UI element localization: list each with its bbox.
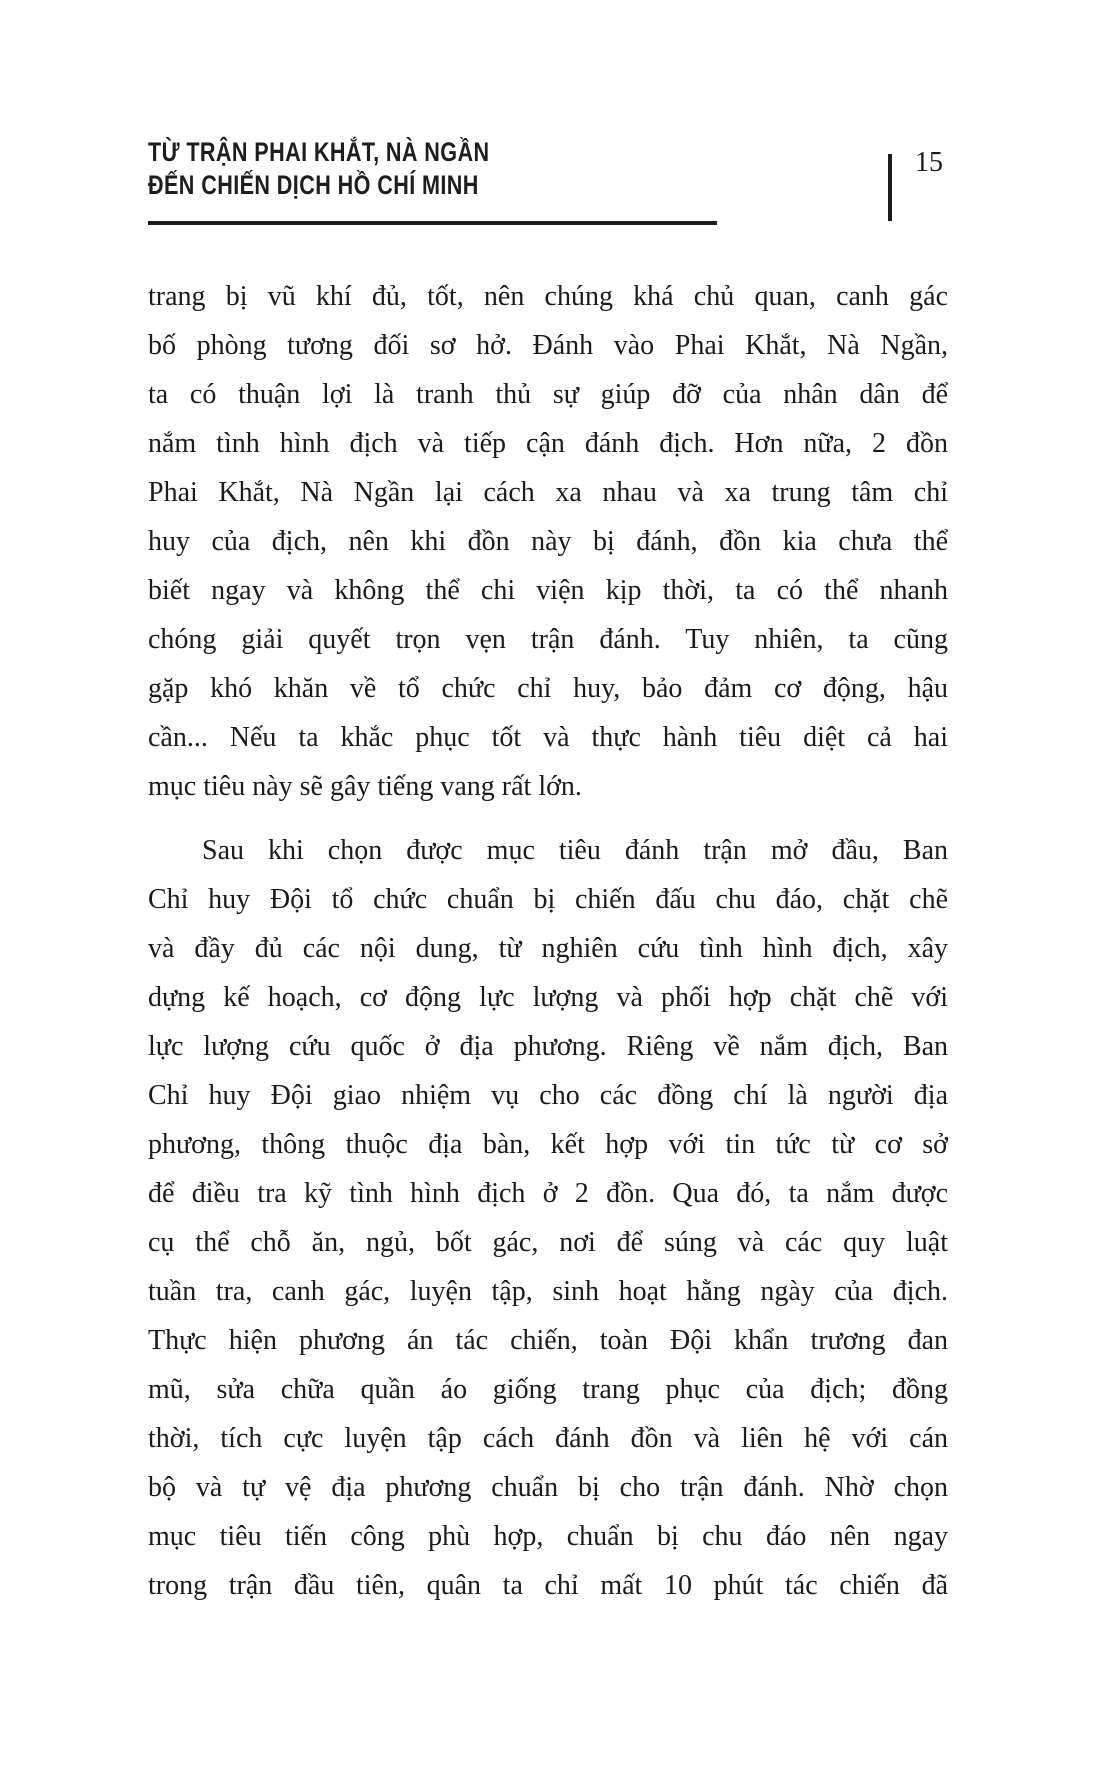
text-line: bố phòng tương đối sơ hở. Đánh vào Phai Khắt, Nà Ngần, — [148, 330, 948, 361]
text-line: ta có thuận lợi là tranh thủ sự giúp đỡ của nhân dân để — [148, 379, 948, 410]
text-line: và đầy đủ các nội dung, từ nghiên cứu tình hình địch, xây — [148, 933, 948, 964]
body-text — [148, 272, 948, 1610]
text-line: lực lượng cứu quốc ở địa phương. Riêng về nắm địch, Ban — [148, 1031, 948, 1062]
text-line: bộ và tự vệ địa phương chuẩn bị cho trận đánh. Nhờ chọn — [148, 1472, 948, 1503]
text-line: mục tiêu này sẽ gây tiếng vang rất lớn. — [148, 771, 582, 802]
page-number: 15 — [915, 147, 943, 178]
running-header-line-1: TỪ TRẬN PHAI KHẮT, NÀ NGẦN — [148, 137, 490, 167]
text-line: Thực hiện phương án tác chiến, toàn Đội khẩn trương đan — [148, 1325, 948, 1356]
text-line: thời, tích cực luyện tập cách đánh đồn và liên hệ với cán — [148, 1423, 948, 1454]
running-header-line-2: ĐẾN CHIẾN DỊCH HỒ CHÍ MINH — [148, 170, 479, 200]
text-line: dựng kế hoạch, cơ động lực lượng và phối hợp chặt chẽ với — [148, 982, 948, 1013]
text-line: để điều tra kỹ tình hình địch ở 2 đồn. Qua đó, ta nắm được — [148, 1178, 948, 1209]
text-line: mục tiêu tiến công phù hợp, chuẩn bị chu đáo nên ngay — [148, 1521, 948, 1552]
header-rule — [148, 221, 717, 225]
paragraph-2 — [148, 826, 948, 1610]
page-number-divider — [888, 154, 892, 221]
text-line: huy của địch, nên khi đồn này bị đánh, đồn kia chưa thể — [148, 526, 948, 557]
running-header — [148, 136, 768, 202]
text-line: gặp khó khăn về tổ chức chỉ huy, bảo đảm cơ động, hậu — [148, 673, 948, 704]
text-line: cần... Nếu ta khắc phục tốt và thực hành tiêu diệt cả hai — [148, 722, 948, 753]
text-line: Sau khi chọn được mục tiêu đánh trận mở đầu, Ban — [202, 835, 948, 866]
text-line: chóng giải quyết trọn vẹn trận đánh. Tuy nhiên, ta cũng — [148, 624, 948, 655]
text-line: nắm tình hình địch và tiếp cận đánh địch. Hơn nữa, 2 đồn — [148, 428, 948, 459]
paragraph-1 — [148, 272, 948, 811]
text-line: Chỉ huy Đội tổ chức chuẩn bị chiến đấu chu đáo, chặt chẽ — [148, 884, 948, 915]
text-line: cụ thể chỗ ăn, ngủ, bốt gác, nơi để súng và các quy luật — [148, 1227, 948, 1258]
text-line: trong trận đầu tiên, quân ta chỉ mất 10 phút tác chiến đã — [148, 1570, 948, 1601]
text-line: Chỉ huy Đội giao nhiệm vụ cho các đồng chí là người địa — [148, 1080, 948, 1111]
text-line: Phai Khắt, Nà Ngần lại cách xa nhau và xa trung tâm chỉ — [148, 477, 948, 508]
text-line: phương, thông thuộc địa bàn, kết hợp với tin tức từ cơ sở — [148, 1129, 948, 1160]
text-line: tuần tra, canh gác, luyện tập, sinh hoạt hằng ngày của địch. — [148, 1276, 948, 1307]
text-line: trang bị vũ khí đủ, tốt, nên chúng khá chủ quan, canh gác — [148, 281, 948, 312]
text-line: biết ngay và không thể chi viện kịp thời, ta có thể nhanh — [148, 575, 948, 606]
text-line: mũ, sửa chữa quần áo giống trang phục của địch; đồng — [148, 1374, 948, 1405]
